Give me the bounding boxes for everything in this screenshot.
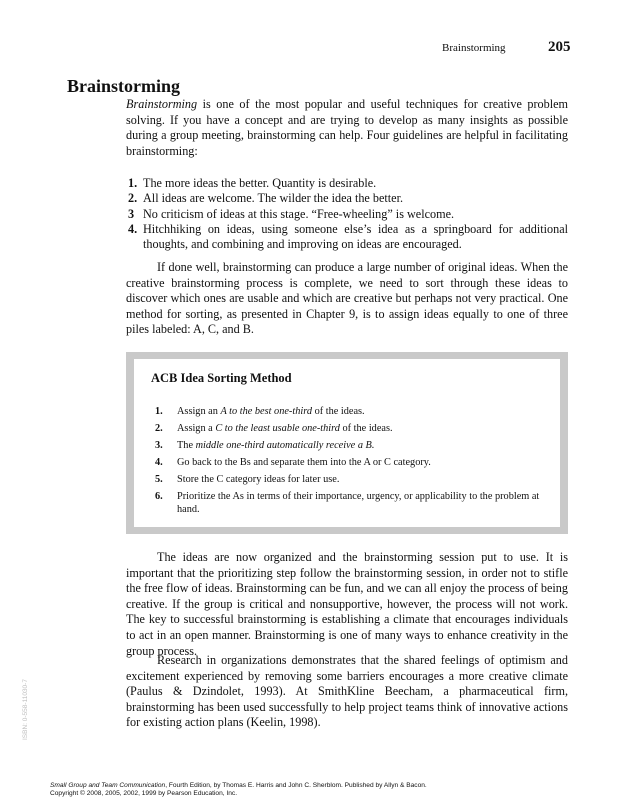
acb-step-text: Store the C category ideas for later use. bbox=[177, 474, 340, 485]
guideline-item bbox=[128, 207, 568, 222]
term-brainstorming: Brainstorming bbox=[126, 97, 198, 111]
guideline-text: Hitchhiking on ideas, using someone else’s idea as a springboard for additional thoughts, and combining and improving on ideas are encouraged. bbox=[143, 221, 568, 252]
isbn-watermark: ISBN: 0-558-11030-7 bbox=[22, 679, 29, 740]
running-title: Brainstorming bbox=[442, 42, 506, 54]
acb-step bbox=[155, 439, 555, 452]
intro-text: is one of the most popular and useful techniques for creative problem solving. If you have a concept and are trying to develop as many insights as possible during a group meeting, brainstorming can help. Four guidelines are helpful in facilitating brainstorming: bbox=[126, 97, 568, 158]
acb-method-box bbox=[126, 352, 568, 534]
guideline-item bbox=[128, 191, 568, 206]
acb-step-number: 2. bbox=[155, 423, 163, 434]
acb-method-box-inner bbox=[134, 359, 560, 527]
footer-line-1 bbox=[50, 782, 427, 790]
footer-book-title: Small Group and Team Communication bbox=[50, 782, 166, 789]
guideline-text: The more ideas the better. Quantity is desirable. bbox=[143, 176, 377, 190]
acb-method-list bbox=[155, 405, 555, 520]
copyright-footer bbox=[50, 782, 427, 798]
acb-step-number: 3. bbox=[155, 440, 163, 451]
intro-paragraph bbox=[126, 97, 568, 159]
acb-step bbox=[155, 405, 555, 418]
footer-publication: , Fourth Edition, by Thomas E. Harris and John C. Sherblom. Published by Allyn & Bacon. bbox=[165, 782, 427, 789]
guideline-number: 3 bbox=[128, 206, 135, 221]
guideline-item bbox=[128, 222, 568, 253]
guideline-number: 1. bbox=[128, 176, 138, 190]
acb-step-text-end: of the ideas. bbox=[339, 423, 393, 434]
acb-step bbox=[155, 422, 555, 435]
page-number: 205 bbox=[548, 39, 571, 55]
guideline-number: 2. bbox=[128, 191, 138, 206]
acb-step-emphasis: middle one-third automatically receive a B. bbox=[195, 440, 375, 451]
acb-step-emphasis: C to the least usable one-third bbox=[215, 423, 340, 434]
section-heading: Brainstorming bbox=[67, 76, 181, 96]
acb-step-text: Prioritize the As in terms of their importance, urgency, or applicability to the problem at hand. bbox=[177, 491, 540, 515]
acb-step-number: 1. bbox=[155, 406, 163, 417]
acb-step-number: 6. bbox=[155, 491, 163, 502]
acb-step bbox=[155, 456, 555, 469]
acb-step-emphasis: A to the best one-third bbox=[220, 406, 312, 417]
acb-step-text: Assign a bbox=[177, 423, 216, 434]
paragraph-sorting: If done well, brainstorming can produce a large number of original ideas. When the creative brainstorming process is complete, we need to sort through these ideas to discover which ones are usable and which are creative but perhaps not very practical. One method for sorting, as presented in Chapter 9, is to assign ideas equally to one of three piles labeled: A, C, and B. bbox=[126, 260, 568, 337]
acb-step-text: The bbox=[177, 440, 196, 451]
acb-step-text: Go back to the Bs and separate them into the A or C category. bbox=[177, 457, 431, 468]
acb-method-title: ACB Idea Sorting Method bbox=[151, 371, 292, 385]
paragraph-organized: The ideas are now organized and the brainstorming session put to use. It is important that the prioritizing step follow the brainstorming session, in order not to stifle the free flow of ideas. Brainstorming can be fun, and we can all enjoy the process of being creative. If the group is critical and nonsupportive, however, the process will not work. The key to successful brainstorming is establishing a climate that encourages individuals to act in an open manner. Brainstorming is one of many ways to enhance creativity in the group process. bbox=[126, 550, 568, 658]
footer-line-2: Copyright © 2008, 2005, 2002, 1999 by Pearson Education, Inc. bbox=[50, 790, 238, 797]
guideline-text: All ideas are welcome. The wilder the idea the better. bbox=[143, 191, 404, 206]
acb-step-text: Assign an bbox=[177, 406, 221, 417]
guideline-number: 4. bbox=[128, 221, 138, 236]
acb-step bbox=[155, 490, 555, 516]
acb-step bbox=[155, 473, 555, 486]
guideline-text: No criticism of ideas at this stage. “Free-wheeling” is welcome. bbox=[143, 206, 455, 221]
paragraph-research: Research in organizations demonstrates that the shared feelings of optimism and excitement experienced by removing some barriers encourages a more creative climate (Paulus & Dzindolet, 1993). At SmithKline Beecham, a pharmaceutical firm, brainstorming has been used successfully to help project teams think of innovative actions for existing action plans (Keelin, 1998). bbox=[126, 653, 568, 730]
guidelines-list bbox=[128, 176, 568, 252]
acb-step-number: 4. bbox=[155, 457, 163, 468]
acb-step-text-end: of the ideas. bbox=[312, 406, 365, 417]
guideline-item bbox=[128, 176, 568, 191]
acb-step-number: 5. bbox=[155, 474, 163, 485]
